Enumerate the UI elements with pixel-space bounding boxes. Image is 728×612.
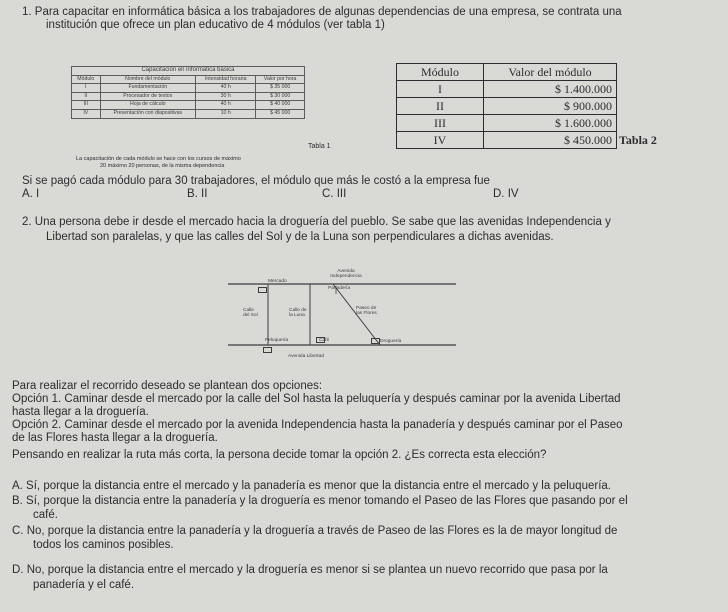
- table-row: [72, 109, 305, 118]
- table1-cell: Hoja de cálculo: [100, 101, 195, 110]
- table-row: [72, 84, 305, 93]
- table2-header: Módulo: [397, 64, 484, 81]
- label-cafe: Café: [319, 338, 330, 343]
- table1-cell: III: [72, 101, 101, 110]
- table-2: [396, 63, 617, 149]
- table-row: [72, 92, 305, 101]
- table2-cell: $ 1.600.000: [484, 115, 617, 132]
- label-av-libertad: Avenida Libertad: [288, 354, 324, 359]
- table1-cell: 30 h: [196, 92, 256, 101]
- table-1: [71, 66, 305, 119]
- table2-cell: IV: [397, 132, 484, 149]
- table-row: [397, 98, 617, 115]
- q2-answer-b-line1[interactable]: B. Sí, porque la distancia entre la panadería y la droguería es menor tomando el Paseo de las Flores que pasando por el: [12, 495, 628, 507]
- q2-opt1-line1: Opción 1. Caminar desde el mercado por la calle del Sol hasta la peluquería y después caminar por la avenida Libertad: [12, 393, 621, 405]
- table1-cell: Fundamentación: [100, 84, 195, 93]
- q1-option-d[interactable]: D. IV: [493, 188, 519, 200]
- table1-note-line1: La capacitación de cada módulo se hace con los cursos de máximo: [76, 156, 241, 162]
- table1-header: Intensidad horaria: [196, 75, 256, 84]
- drogueria-marker: [371, 338, 380, 344]
- label-calle-sol: Calle del Sol: [243, 308, 258, 318]
- q2-p1: Para realizar el recorrido deseado se plantean dos opciones:: [12, 380, 323, 392]
- label-mercado: Mercado: [268, 279, 287, 284]
- table-row: [397, 81, 617, 98]
- label-peluqueria: Peluquería: [265, 338, 289, 343]
- peluqueria-marker: [263, 347, 272, 353]
- label-av-independencia: Avenida Independencia: [330, 269, 362, 279]
- mercado-marker: [258, 287, 267, 293]
- table2-cell: II: [397, 98, 484, 115]
- q2-opt2-line2: de las Flores hasta llegar a la droguería.: [12, 432, 218, 444]
- label-calle-luna: Calle de la Luna: [289, 308, 307, 318]
- table1-cell: Presentación con diapositivas: [100, 109, 195, 118]
- cafe-marker: [316, 337, 325, 343]
- table1-cell: $ 45 000: [256, 109, 305, 118]
- q2-answer-b-line2[interactable]: café.: [33, 509, 58, 521]
- table2-caption: Tabla 2: [619, 133, 657, 147]
- q1-intro-line1: 1. Para capacitar en informática básica a los trabajadores de algunas dependencias de una empresa, se contrata una: [22, 6, 622, 18]
- label-drogueria: Droguería: [380, 339, 402, 344]
- table1-caption: Tabla 1: [308, 143, 331, 150]
- q1-option-c[interactable]: C. III: [322, 188, 347, 200]
- table1-header: Nombre del módulo: [100, 75, 195, 84]
- q1-intro-line2: institución que ofrece un plan educativo de 4 módulos (ver tabla 1): [46, 19, 385, 31]
- table1-cell: $ 40 000: [256, 101, 305, 110]
- table1-header: Módulo: [72, 75, 101, 84]
- table1-cell: I: [72, 84, 101, 93]
- table2-cell: $ 450.000: [484, 132, 617, 149]
- table-row: [72, 101, 305, 110]
- q2-answer-c-line2[interactable]: todos los caminos posibles.: [33, 539, 174, 551]
- table1-header: Valor por hora: [256, 75, 305, 84]
- table2-cell: $ 1.400.000: [484, 81, 617, 98]
- q2-intro-line1: 2. Una persona debe ir desde el mercado hacia la droguería del pueblo. Se sabe que las avenidas Independencia y: [22, 216, 611, 228]
- table-row: [397, 132, 617, 149]
- q2-answer-c-line1[interactable]: C. No, porque la distancia entre la panadería y la droguería a través de Paseo de las Flores es la de mayor longitud de: [12, 525, 618, 537]
- q2-answer-d-line2[interactable]: panadería y el café.: [33, 579, 135, 591]
- table1-note-line2: 20 máximo 20 personas, de la misma dependencia: [100, 163, 225, 169]
- label-panaderia: Panadería: [328, 286, 351, 291]
- table2-cell: I: [397, 81, 484, 98]
- q2-question: Pensando en realizar la ruta más corta, la persona decide tomar la opción 2. ¿Es correcta esta elección?: [12, 449, 547, 461]
- table2-header: Valor del módulo: [484, 64, 617, 81]
- q2-answer-a[interactable]: A. Sí, porque la distancia entre el mercado y la panadería es menor que la distancia entre el mercado y la peluquería.: [12, 480, 611, 492]
- q2-opt2-line1: Opción 2. Caminar desde el mercado por la avenida Independencia hasta la panadería y después caminar por el Paseo: [12, 419, 623, 431]
- table1-cell: 40 h: [196, 84, 256, 93]
- table1-cell: 10 h: [196, 109, 256, 118]
- label-paseo-flores: Paseo de las Flores: [356, 306, 377, 316]
- q1-option-b[interactable]: B. II: [187, 188, 208, 200]
- q1-question: Si se pagó cada módulo para 30 trabajadores, el módulo que más le costó a la empresa fue: [22, 175, 490, 187]
- table1-cell: $ 30 000: [256, 92, 305, 101]
- table1-title: Capacitación en informática básica: [72, 67, 305, 76]
- town-map: [228, 258, 456, 364]
- table1-cell: 40 h: [196, 101, 256, 110]
- q1-option-a[interactable]: A. I: [22, 188, 40, 200]
- table2-cell: III: [397, 115, 484, 132]
- table1-cell: $ 35 000: [256, 84, 305, 93]
- table1-cell: II: [72, 92, 101, 101]
- table1-cell: IV: [72, 109, 101, 118]
- table1-cell: Procesador de textos: [100, 92, 195, 101]
- q2-intro-line2: Libertad son paralelas, y que las calles del Sol y de la Luna son perpendiculares a dichas avenidas.: [46, 231, 554, 243]
- table-row: [397, 115, 617, 132]
- q2-opt1-line2: hasta llegar a la droguería.: [12, 406, 149, 418]
- table2-cell: $ 900.000: [484, 98, 617, 115]
- q2-answer-d-line1[interactable]: D. No, porque la distancia entre el mercado y la droguería es menor si se plantea un nuevo recorrido que pasa por la: [12, 564, 608, 576]
